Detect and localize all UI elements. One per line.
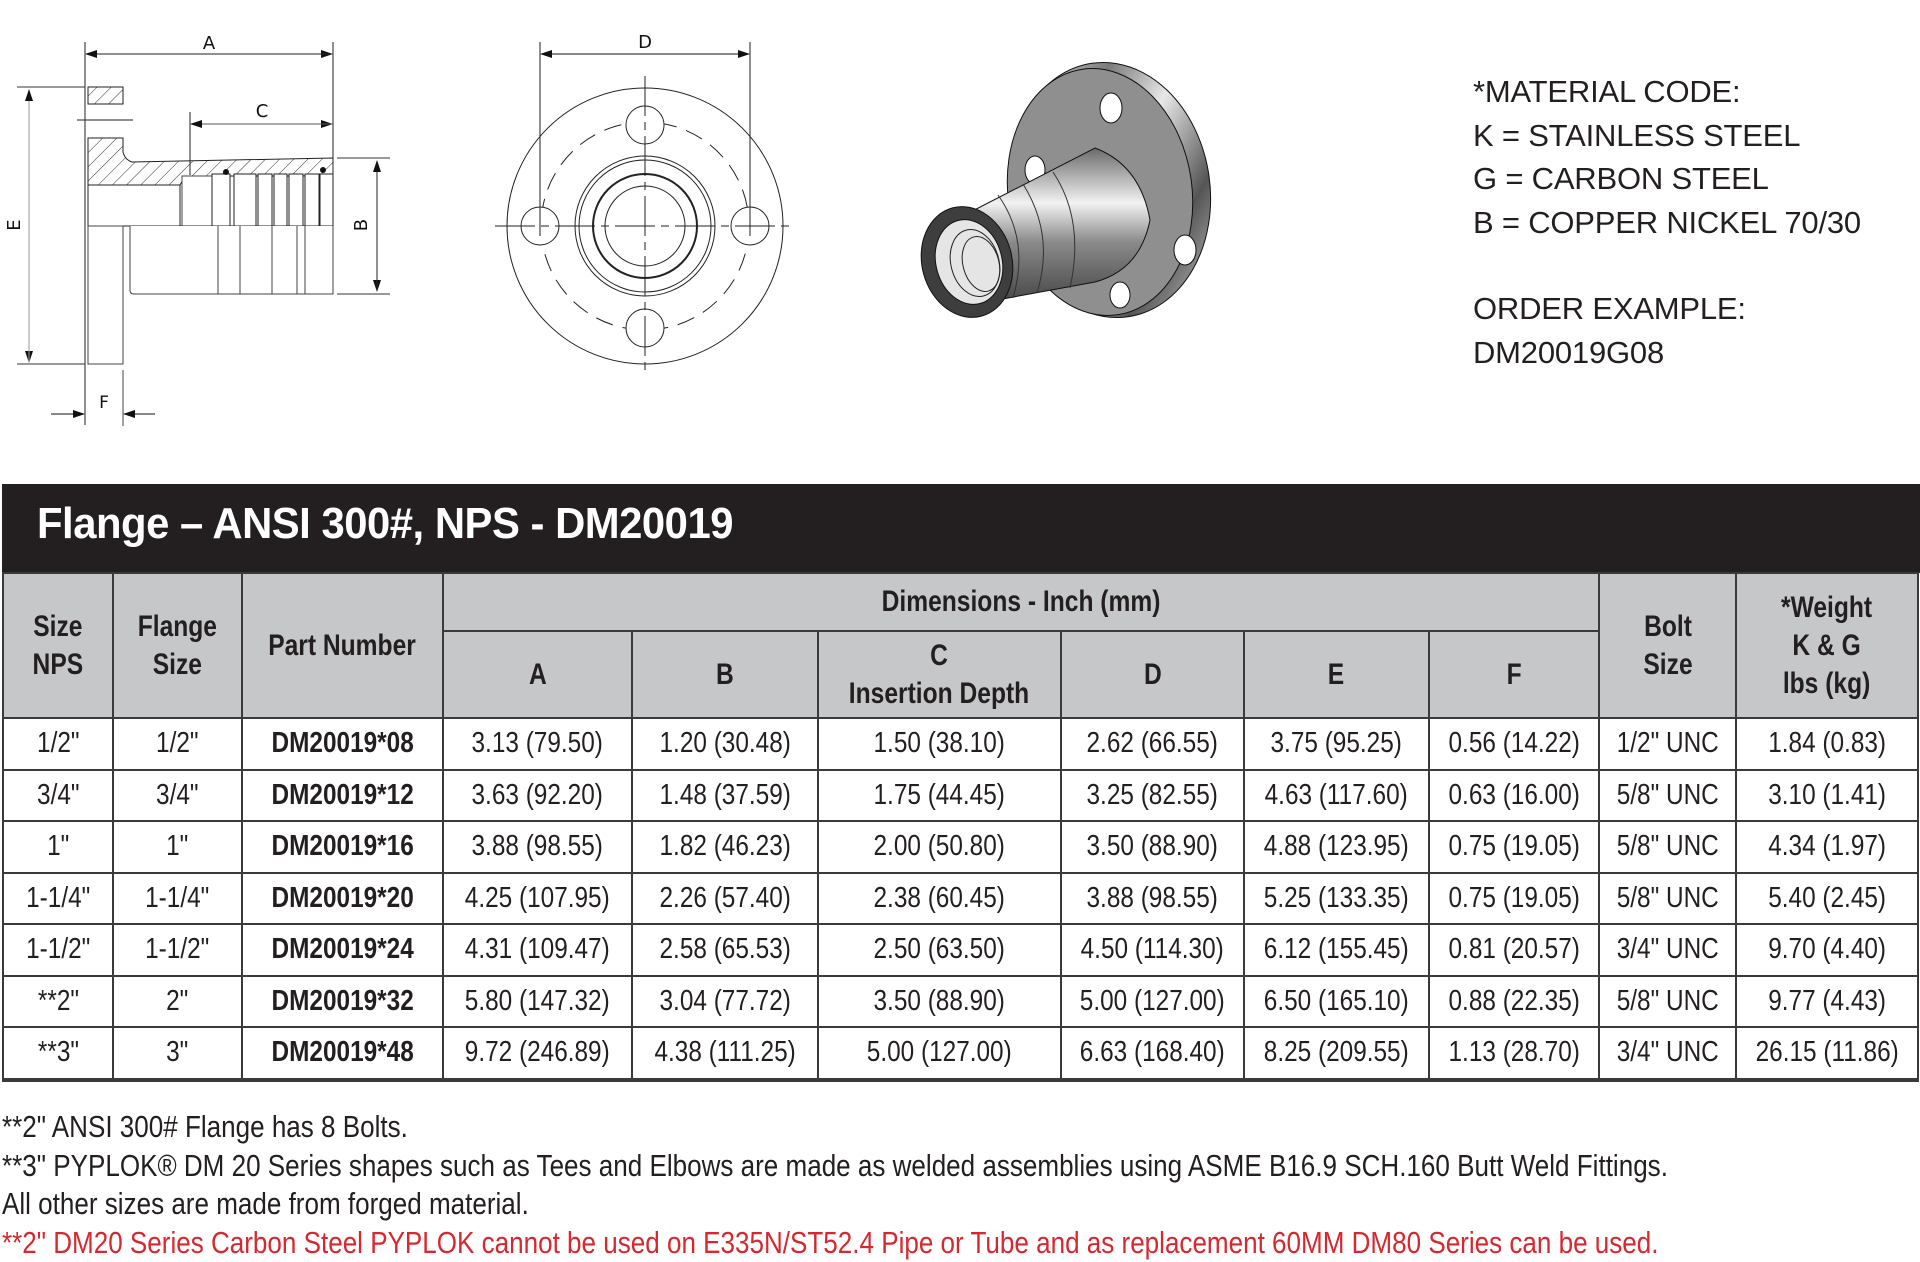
header-dim-a: A [443,631,632,718]
cell-bolt-size: 5/8" UNC [1599,873,1736,925]
cell-dim-d: 4.50 (114.30) [1061,924,1244,976]
cell-dim-f: 0.88 (22.35) [1429,976,1599,1028]
header-dim-f: F [1429,631,1599,718]
spec-table [2,572,1919,1082]
cell-dim-b: 1.48 (37.59) [632,770,818,822]
cell-size: 1-1/2" [3,924,113,976]
cell-part-number: DM20019*20 [242,873,443,925]
cell-dim-c: 2.38 (60.45) [818,873,1061,925]
header-size-nps: Size NPS [3,573,113,718]
cell-dim-a: 3.63 (92.20) [443,770,632,822]
cell-part-number: DM20019*12 [242,770,443,822]
order-example-label: ORDER EXAMPLE: [1473,287,1913,331]
table-title: Flange – ANSI 300#, NPS - DM20019 [37,499,733,549]
warning-note: **2" DM20 Series Carbon Steel PYPLOK cannot be used on E335N/ST52.4 Pipe or Tube and as replacement 60MM DM80 Series can be used. [2,1224,1613,1262]
cell-dim-d: 5.00 (127.00) [1061,976,1244,1028]
cell-flange-size: 1-1/4" [113,873,242,925]
cell-dim-b: 1.82 (46.23) [632,821,818,873]
cell-weight: 4.34 (1.97) [1736,821,1918,873]
cell-size: 1" [3,821,113,873]
cell-dim-f: 0.56 (14.22) [1429,718,1599,770]
header-bolt-size: Bolt Size [1599,573,1736,718]
cell-size: 1-1/4" [3,873,113,925]
table-row [3,924,1918,976]
cell-dim-c: 1.75 (44.45) [818,770,1061,822]
cell-flange-size: 3/4" [113,770,242,822]
cell-dim-f: 0.63 (16.00) [1429,770,1599,822]
cell-bolt-size: 5/8" UNC [1599,770,1736,822]
header-weight: *Weight K & G lbs (kg) [1736,573,1918,718]
cell-dim-e: 8.25 (209.55) [1244,1027,1429,1080]
cell-dim-c: 1.50 (38.10) [818,718,1061,770]
cell-dim-a: 4.25 (107.95) [443,873,632,925]
cell-bolt-size: 5/8" UNC [1599,976,1736,1028]
header-dim-c: C Insertion Depth [818,631,1061,718]
cell-dim-a: 4.31 (109.47) [443,924,632,976]
cell-dim-f: 0.81 (20.57) [1429,924,1599,976]
cell-weight: 9.70 (4.40) [1736,924,1918,976]
cell-dim-d: 2.62 (66.55) [1061,718,1244,770]
cell-size: **2" [3,976,113,1028]
cell-dim-c: 2.00 (50.80) [818,821,1061,873]
cell-weight: 1.84 (0.83) [1736,718,1918,770]
svg-text:E: E [4,219,25,230]
cell-dim-e: 6.50 (165.10) [1244,976,1429,1028]
cell-dim-c: 2.50 (63.50) [818,924,1061,976]
cell-dim-f: 0.75 (19.05) [1429,821,1599,873]
note-2in-bolts: **2" ANSI 300# Flange has 8 Bolts. [2,1108,1613,1147]
cell-dim-a: 3.13 (79.50) [443,718,632,770]
cell-dim-e: 4.63 (117.60) [1244,770,1429,822]
cell-flange-size: 1-1/2" [113,924,242,976]
cell-dim-c: 5.00 (127.00) [818,1027,1061,1080]
table-row [3,873,1918,925]
order-example-value: DM20019G08 [1473,331,1913,375]
cell-bolt-size: 3/4" UNC [1599,1027,1736,1080]
cell-weight: 3.10 (1.41) [1736,770,1918,822]
cell-weight: 26.15 (11.86) [1736,1027,1918,1080]
cell-dim-d: 3.50 (88.90) [1061,821,1244,873]
cell-flange-size: 3" [113,1027,242,1080]
cell-dim-d: 3.25 (82.55) [1061,770,1244,822]
cell-dim-f: 1.13 (28.70) [1429,1027,1599,1080]
cell-part-number: DM20019*32 [242,976,443,1028]
cell-flange-size: 1" [113,821,242,873]
front-view-drawing [490,20,810,380]
cell-dim-b: 2.58 (65.53) [632,924,818,976]
cell-dim-c: 3.50 (88.90) [818,976,1061,1028]
table-row [3,718,1918,770]
cell-dim-a: 3.88 (98.55) [443,821,632,873]
cell-weight: 9.77 (4.43) [1736,976,1918,1028]
cell-part-number: DM20019*16 [242,821,443,873]
svg-text:B: B [351,219,372,231]
cell-dim-b: 1.20 (30.48) [632,718,818,770]
cell-part-number: DM20019*48 [242,1027,443,1080]
cell-dim-a: 5.80 (147.32) [443,976,632,1028]
table-title-band [2,484,1920,573]
footnotes [2,1108,1920,1262]
cell-size: **3" [3,1027,113,1080]
cell-bolt-size: 5/8" UNC [1599,821,1736,873]
cell-dim-b: 4.38 (111.25) [632,1027,818,1080]
cell-dim-e: 6.12 (155.45) [1244,924,1429,976]
header-dim-d: D [1061,631,1244,718]
svg-text:F: F [99,393,109,413]
cell-dim-d: 6.63 (168.40) [1061,1027,1244,1080]
table-row [3,1027,1918,1080]
cell-part-number: DM20019*24 [242,924,443,976]
cell-part-number: DM20019*08 [242,718,443,770]
header-part-number: Part Number [242,573,443,718]
cell-dim-e: 4.88 (123.95) [1244,821,1429,873]
flange-3d-render [895,50,1230,350]
side-section-drawing [0,0,420,440]
svg-text:A: A [203,33,216,54]
header-dim-b: B [632,631,818,718]
material-code-panel [1473,70,1913,374]
cell-bolt-size: 3/4" UNC [1599,924,1736,976]
table-row [3,976,1918,1028]
material-code-k: K = STAINLESS STEEL [1473,114,1913,158]
note-forged: All other sizes are made from forged material. [2,1185,1613,1224]
cell-dim-b: 2.26 (57.40) [632,873,818,925]
cell-size: 3/4" [3,770,113,822]
material-code-b: B = COPPER NICKEL 70/30 [1473,201,1913,245]
cell-weight: 5.40 (2.45) [1736,873,1918,925]
cell-bolt-size: 1/2" UNC [1599,718,1736,770]
svg-text:C: C [256,101,269,122]
cell-size: 1/2" [3,718,113,770]
cell-dim-e: 3.75 (95.25) [1244,718,1429,770]
cell-flange-size: 2" [113,976,242,1028]
cell-dim-e: 5.25 (133.35) [1244,873,1429,925]
header-dimensions-group: Dimensions - Inch (mm) [443,573,1599,631]
cell-dim-b: 3.04 (77.72) [632,976,818,1028]
material-code-g: G = CARBON STEEL [1473,157,1913,201]
material-code-heading: *MATERIAL CODE: [1473,70,1913,114]
header-flange-size: Flange Size [113,573,242,718]
cell-dim-d: 3.88 (98.55) [1061,873,1244,925]
table-row [3,770,1918,822]
svg-text:D: D [638,32,652,53]
cell-dim-a: 9.72 (246.89) [443,1027,632,1080]
note-3in-welded: **3" PYPLOK® DM 20 Series shapes such as Tees and Elbows are made as welded assemblies using ASME B16.9 SCH.160 Butt Weld Fittings. [2,1147,1613,1186]
cell-dim-f: 0.75 (19.05) [1429,873,1599,925]
header-dim-e: E [1244,631,1429,718]
table-body [3,718,1918,1080]
cell-flange-size: 1/2" [113,718,242,770]
table-row [3,821,1918,873]
